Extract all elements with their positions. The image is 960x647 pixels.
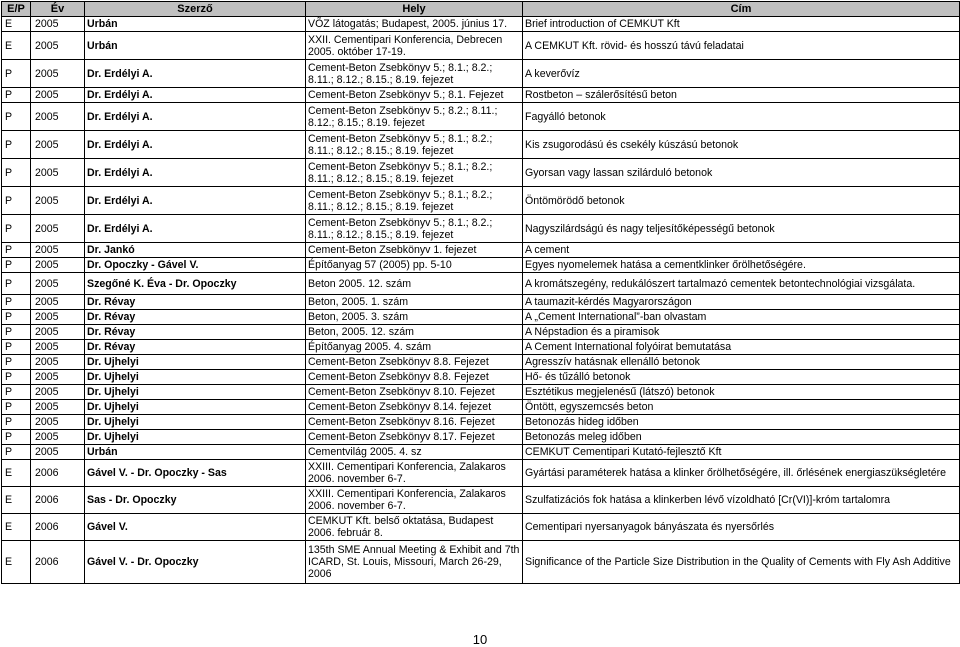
table-row bbox=[2, 445, 960, 460]
cell-szerzo: Urbán bbox=[85, 32, 306, 60]
cell-hely: Cement-Beton Zsebkönyv 1. fejezet bbox=[306, 243, 523, 258]
page-number: 10 bbox=[472, 632, 488, 647]
cell-ep: P bbox=[2, 295, 31, 310]
header-szerzo: Szerző bbox=[85, 2, 306, 17]
cell-ep: P bbox=[2, 131, 31, 159]
cell-hely: Cement-Beton Zsebkönyv 8.17. Fejezet bbox=[306, 430, 523, 445]
cell-ev: 2005 bbox=[31, 370, 85, 385]
cell-szerzo: Dr. Erdélyi A. bbox=[85, 88, 306, 103]
cell-hely: Cement-Beton Zsebkönyv 8.14. fejezet bbox=[306, 400, 523, 415]
cell-cim: A „Cement International”-ban olvastam bbox=[523, 310, 960, 325]
cell-hely: Cement-Beton Zsebkönyv 5.; 8.1.; 8.2.; 8.11.; 8.12.; 8.15.; 8.19. fejezet bbox=[306, 215, 523, 243]
cell-ev: 2005 bbox=[31, 400, 85, 415]
table-row bbox=[2, 370, 960, 385]
cell-szerzo: Dr. Révay bbox=[85, 325, 306, 340]
cell-szerzo: Dr. Ujhelyi bbox=[85, 370, 306, 385]
table-row bbox=[2, 273, 960, 295]
cell-ep: P bbox=[2, 243, 31, 258]
cell-ep: E bbox=[2, 514, 31, 541]
cell-hely: Cementvilág 2005. 4. sz bbox=[306, 445, 523, 460]
cell-ev: 2005 bbox=[31, 430, 85, 445]
table-row bbox=[2, 215, 960, 243]
cell-ev: 2005 bbox=[31, 310, 85, 325]
cell-hely: XXIII. Cementipari Konferencia, Zalakaros 2006. november 6-7. bbox=[306, 460, 523, 487]
cell-ev: 2005 bbox=[31, 131, 85, 159]
cell-ev: 2005 bbox=[31, 215, 85, 243]
cell-cim: A keverővíz bbox=[523, 60, 960, 88]
cell-ep: P bbox=[2, 273, 31, 295]
cell-cim: Significance of the Particle Size Distribution in the Quality of Cements with Fly Ash Additive bbox=[523, 541, 960, 584]
cell-szerzo: Urbán bbox=[85, 17, 306, 32]
cell-hely: Cement-Beton Zsebkönyv 5.; 8.2.; 8.11.; 8.12.; 8.15.; 8.19. fejezet bbox=[306, 103, 523, 131]
table-row bbox=[2, 460, 960, 487]
cell-szerzo: Dr. Opoczky - Gável V. bbox=[85, 258, 306, 273]
cell-ev: 2006 bbox=[31, 460, 85, 487]
cell-hely: Cement-Beton Zsebkönyv 8.10. Fejezet bbox=[306, 385, 523, 400]
cell-ep: P bbox=[2, 103, 31, 131]
table-row bbox=[2, 541, 960, 584]
cell-ev: 2005 bbox=[31, 295, 85, 310]
cell-ev: 2005 bbox=[31, 60, 85, 88]
table-row bbox=[2, 430, 960, 445]
cell-ev: 2005 bbox=[31, 340, 85, 355]
cell-hely: Beton, 2005. 12. szám bbox=[306, 325, 523, 340]
cell-cim: Betonozás hideg időben bbox=[523, 415, 960, 430]
table-row bbox=[2, 187, 960, 215]
cell-hely: Beton, 2005. 1. szám bbox=[306, 295, 523, 310]
cell-ep: E bbox=[2, 460, 31, 487]
cell-hely: Beton, 2005. 3. szám bbox=[306, 310, 523, 325]
cell-szerzo: Dr. Révay bbox=[85, 295, 306, 310]
cell-szerzo: Dr. Erdélyi A. bbox=[85, 187, 306, 215]
cell-hely: Cement-Beton Zsebkönyv 5.; 8.1.; 8.2.; 8.11.; 8.12.; 8.15.; 8.19. fejezet bbox=[306, 187, 523, 215]
table-row bbox=[2, 355, 960, 370]
cell-cim: A taumazit-kérdés Magyarországon bbox=[523, 295, 960, 310]
table-row bbox=[2, 310, 960, 325]
cell-ep: E bbox=[2, 487, 31, 514]
cell-szerzo: Dr. Révay bbox=[85, 340, 306, 355]
cell-cim: Öntömörödő betonok bbox=[523, 187, 960, 215]
cell-cim: A Népstadion és a piramisok bbox=[523, 325, 960, 340]
cell-cim: Agresszív hatásnak ellenálló betonok bbox=[523, 355, 960, 370]
cell-cim: Hő- és tűzálló betonok bbox=[523, 370, 960, 385]
cell-szerzo: Dr. Ujhelyi bbox=[85, 400, 306, 415]
cell-szerzo: Sas - Dr. Opoczky bbox=[85, 487, 306, 514]
table-row bbox=[2, 159, 960, 187]
cell-cim: CEMKUT Cementipari Kutató-fejlesztő Kft bbox=[523, 445, 960, 460]
cell-cim: Cementipari nyersanyagok bányászata és nyersőrlés bbox=[523, 514, 960, 541]
cell-ev: 2005 bbox=[31, 258, 85, 273]
table-row bbox=[2, 32, 960, 60]
cell-ep: E bbox=[2, 32, 31, 60]
header-cim: Cím bbox=[523, 2, 960, 17]
table-row bbox=[2, 400, 960, 415]
cell-cim: Egyes nyomelemek hatása a cementklinker őrölhetőségére. bbox=[523, 258, 960, 273]
table-row bbox=[2, 60, 960, 88]
cell-ev: 2005 bbox=[31, 159, 85, 187]
cell-ev: 2005 bbox=[31, 17, 85, 32]
cell-hely: Cement-Beton Zsebkönyv 5.; 8.1.; 8.2.; 8.11.; 8.12.; 8.15.; 8.19. fejezet bbox=[306, 159, 523, 187]
cell-szerzo: Gável V. - Dr. Opoczky bbox=[85, 541, 306, 584]
cell-hely: XXII. Cementipari Konferencia, Debrecen 2005. október 17-19. bbox=[306, 32, 523, 60]
table-row bbox=[2, 385, 960, 400]
cell-cim: Rostbeton – szálerősítésű beton bbox=[523, 88, 960, 103]
cell-ev: 2005 bbox=[31, 415, 85, 430]
cell-szerzo: Dr. Révay bbox=[85, 310, 306, 325]
cell-hely: Építőanyag 57 (2005) pp. 5-10 bbox=[306, 258, 523, 273]
table-row bbox=[2, 103, 960, 131]
cell-szerzo: Urbán bbox=[85, 445, 306, 460]
cell-ep: P bbox=[2, 385, 31, 400]
cell-ep: P bbox=[2, 400, 31, 415]
header-row bbox=[2, 2, 960, 17]
cell-cim: A cement bbox=[523, 243, 960, 258]
cell-hely: Cement-Beton Zsebkönyv 8.8. Fejezet bbox=[306, 355, 523, 370]
cell-hely: Beton 2005. 12. szám bbox=[306, 273, 523, 295]
cell-szerzo: Dr. Ujhelyi bbox=[85, 415, 306, 430]
table-row bbox=[2, 514, 960, 541]
cell-szerzo: Gável V. - Dr. Opoczky - Sas bbox=[85, 460, 306, 487]
cell-cim: Fagyálló betonok bbox=[523, 103, 960, 131]
cell-cim: Gyorsan vagy lassan szilárduló betonok bbox=[523, 159, 960, 187]
cell-ev: 2005 bbox=[31, 103, 85, 131]
cell-ep: P bbox=[2, 325, 31, 340]
cell-cim: Betonozás meleg időben bbox=[523, 430, 960, 445]
cell-ep: E bbox=[2, 17, 31, 32]
header-hely: Hely bbox=[306, 2, 523, 17]
cell-ep: P bbox=[2, 415, 31, 430]
cell-hely: Cement-Beton Zsebkönyv 5.; 8.1. Fejezet bbox=[306, 88, 523, 103]
table-row bbox=[2, 295, 960, 310]
cell-ev: 2006 bbox=[31, 541, 85, 584]
cell-ep: P bbox=[2, 370, 31, 385]
cell-hely: Építőanyag 2005. 4. szám bbox=[306, 340, 523, 355]
cell-hely: 135th SME Annual Meeting & Exhibit and 7th ICARD, St. Louis, Missouri, March 26-29, 2006 bbox=[306, 541, 523, 584]
cell-ev: 2005 bbox=[31, 32, 85, 60]
cell-hely: VÕZ látogatás; Budapest, 2005. június 17. bbox=[306, 17, 523, 32]
cell-szerzo: Dr. Jankó bbox=[85, 243, 306, 258]
cell-ev: 2006 bbox=[31, 514, 85, 541]
cell-ep: P bbox=[2, 159, 31, 187]
cell-cim: Szulfatizációs fok hatása a klinkerben lévő vízoldható [Cr(VI)]-króm tartalomra bbox=[523, 487, 960, 514]
cell-ep: P bbox=[2, 445, 31, 460]
cell-ev: 2005 bbox=[31, 273, 85, 295]
cell-szerzo: Gável V. bbox=[85, 514, 306, 541]
cell-ev: 2005 bbox=[31, 187, 85, 215]
cell-ep: P bbox=[2, 215, 31, 243]
cell-szerzo: Szegőné K. Éva - Dr. Opoczky bbox=[85, 273, 306, 295]
cell-cim: Öntött, egyszemcsés beton bbox=[523, 400, 960, 415]
cell-szerzo: Dr. Erdélyi A. bbox=[85, 159, 306, 187]
cell-cim: Kis zsugorodású és csekély kúszású betonok bbox=[523, 131, 960, 159]
table-row bbox=[2, 415, 960, 430]
cell-ep: P bbox=[2, 60, 31, 88]
table-row bbox=[2, 243, 960, 258]
cell-szerzo: Dr. Ujhelyi bbox=[85, 355, 306, 370]
table-row bbox=[2, 340, 960, 355]
cell-ep: P bbox=[2, 258, 31, 273]
cell-ep: P bbox=[2, 88, 31, 103]
cell-ev: 2005 bbox=[31, 243, 85, 258]
cell-cim: Gyártási paraméterek hatása a klinker őrölhetőségére, ill. őrlésének energiaszükségletére bbox=[523, 460, 960, 487]
cell-ev: 2005 bbox=[31, 445, 85, 460]
cell-hely: Cement-Beton Zsebkönyv 8.16. Fejezet bbox=[306, 415, 523, 430]
cell-ev: 2005 bbox=[31, 385, 85, 400]
cell-hely: Cement-Beton Zsebkönyv 8.8. Fejezet bbox=[306, 370, 523, 385]
cell-ev: 2005 bbox=[31, 355, 85, 370]
header-ep: E/P bbox=[2, 2, 31, 17]
cell-szerzo: Dr. Erdélyi A. bbox=[85, 60, 306, 88]
cell-hely: CEMKUT Kft. belső oktatása, Budapest 2006. február 8. bbox=[306, 514, 523, 541]
table-body bbox=[2, 17, 960, 584]
cell-ev: 2006 bbox=[31, 487, 85, 514]
cell-hely: Cement-Beton Zsebkönyv 5.; 8.1.; 8.2.; 8.11.; 8.12.; 8.15.; 8.19. fejezet bbox=[306, 131, 523, 159]
cell-cim: Brief introduction of CEMKUT Kft bbox=[523, 17, 960, 32]
publications-table bbox=[1, 1, 960, 584]
table-row bbox=[2, 88, 960, 103]
cell-szerzo: Dr. Erdélyi A. bbox=[85, 215, 306, 243]
cell-cim: Nagyszilárdságú és nagy teljesítőképességű betonok bbox=[523, 215, 960, 243]
cell-ep: P bbox=[2, 430, 31, 445]
cell-hely: Cement-Beton Zsebkönyv 5.; 8.1.; 8.2.; 8.11.; 8.12.; 8.15.; 8.19. fejezet bbox=[306, 60, 523, 88]
cell-cim: A CEMKUT Kft. rövid- és hosszú távú feladatai bbox=[523, 32, 960, 60]
cell-cim: A kromátszegény, redukálószert tartalmazó cementek betontechnológiai vizsgálata. bbox=[523, 273, 960, 295]
cell-ep: P bbox=[2, 340, 31, 355]
cell-szerzo: Dr. Erdélyi A. bbox=[85, 103, 306, 131]
cell-ep: P bbox=[2, 355, 31, 370]
table-row bbox=[2, 131, 960, 159]
cell-ep: E bbox=[2, 541, 31, 584]
header-ev: Év bbox=[31, 2, 85, 17]
cell-szerzo: Dr. Erdélyi A. bbox=[85, 131, 306, 159]
table-row bbox=[2, 258, 960, 273]
cell-ev: 2005 bbox=[31, 88, 85, 103]
table-row bbox=[2, 17, 960, 32]
cell-cim: A Cement International folyóirat bemutatása bbox=[523, 340, 960, 355]
cell-hely: XXIII. Cementipari Konferencia, Zalakaros 2006. november 6-7. bbox=[306, 487, 523, 514]
table-row bbox=[2, 325, 960, 340]
cell-szerzo: Dr. Ujhelyi bbox=[85, 430, 306, 445]
cell-ep: P bbox=[2, 310, 31, 325]
cell-ev: 2005 bbox=[31, 325, 85, 340]
table-row bbox=[2, 487, 960, 514]
cell-ep: P bbox=[2, 187, 31, 215]
cell-szerzo: Dr. Ujhelyi bbox=[85, 385, 306, 400]
cell-cim: Esztétikus megjelenésű (látszó) betonok bbox=[523, 385, 960, 400]
